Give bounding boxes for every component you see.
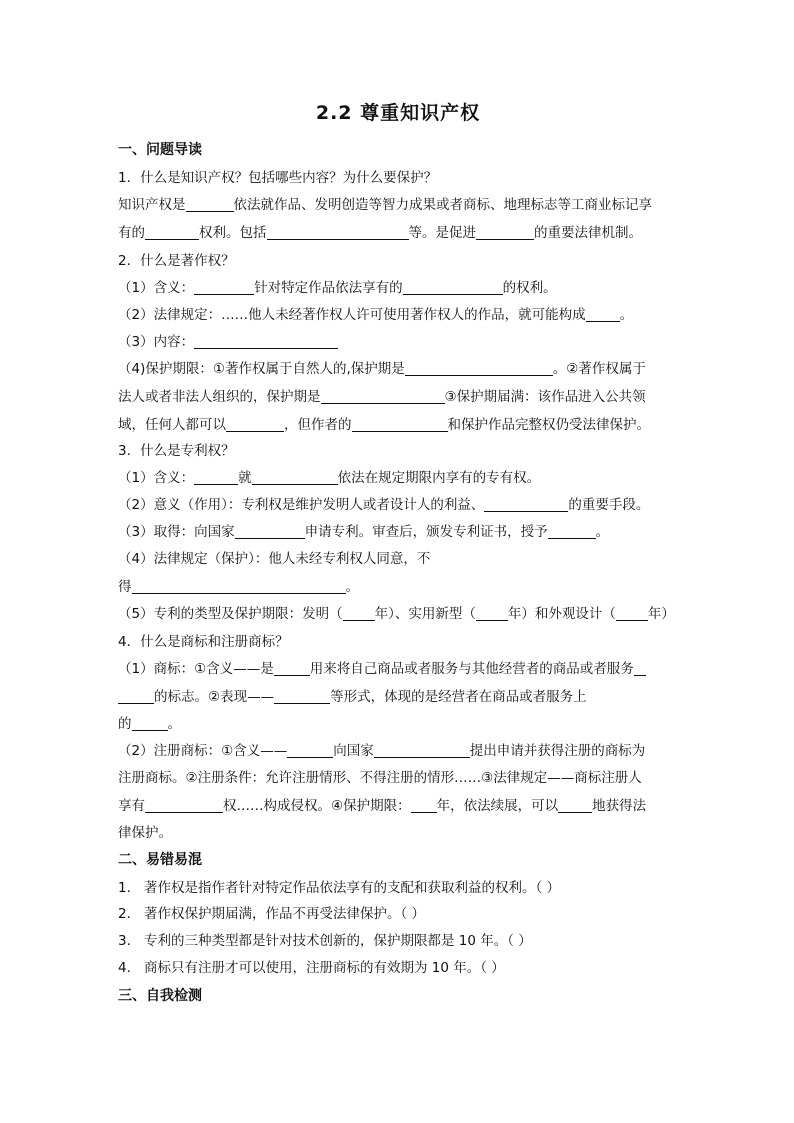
q4-line-7: 律保护。 — [118, 825, 172, 841]
q2-line-5: 法人或者非法人组织的，保护期是 ③保护期届满：该作品进入公共领 — [118, 389, 646, 405]
blank — [145, 798, 223, 813]
blank — [194, 334, 338, 349]
q2-line-2: （2）法律规定：……他人未经著作权人许可使用著作权人的作品，就可能构成 。 — [118, 307, 634, 323]
section-heading: 二、易错易混 — [118, 852, 202, 868]
q4-line-3: 的 。 — [118, 716, 181, 732]
blank — [476, 606, 508, 621]
q4-line-2: 的标志。②表现—— 等形式，体现的是经营者在商品或者服务上 — [118, 687, 587, 707]
blank — [616, 606, 648, 621]
q2-line-1: （1）含义： 针对特定作品依法享有的 的权利。 — [118, 280, 557, 296]
blank — [226, 417, 284, 432]
blank — [476, 225, 534, 240]
blank — [405, 361, 553, 376]
blank — [235, 524, 305, 539]
q4-line-6: 享有 权……构成侵权。④保护期限： 年，依法续展，可以 地获得法 — [118, 798, 647, 814]
question-2: 2．什么是著作权？ — [118, 253, 235, 269]
blank — [586, 307, 620, 322]
blank — [194, 280, 254, 295]
section-heading: 一、问题导读 — [118, 142, 202, 158]
q3-line-5: 得 。 — [118, 579, 359, 595]
blank — [132, 716, 168, 731]
blank — [145, 225, 199, 240]
q1-line-1: 知识产权是 依法就作品、发明创造等智力成果或者商标、地理标志等工商业标记享 — [118, 197, 652, 213]
q3-line-3: （3）取得：向国家 申请专利。审查后，颁发专利证书，授予 。 — [118, 524, 610, 540]
list-item: 3. 专利的三种类型都是针对技术创新的，保护期限都是 10 年。（ ） — [118, 933, 532, 949]
blank — [267, 225, 409, 240]
q4-line-5: 注册商标。②注册条件：允许注册情形、不得注册的情形……③法律规定——商标注册人 — [118, 770, 642, 786]
blank — [343, 606, 375, 621]
q2-line-3: （3）内容： — [118, 332, 338, 352]
blank — [321, 389, 445, 404]
blank — [118, 689, 154, 704]
q2-line-6: 域，任何人都可以 ，但作者的 和保护作品完整权仍受法律保护。 — [118, 417, 650, 433]
blank — [484, 497, 568, 512]
q3-line-1: （1）含义： 就 依法在规定期限内享有的专有权。 — [118, 470, 541, 486]
blank — [634, 661, 646, 676]
blank — [186, 197, 234, 212]
question-3: 3．什么是专利权？ — [118, 443, 235, 459]
blank — [558, 798, 592, 813]
blank — [548, 524, 596, 539]
q2-line-4: （4)保护期限：①著作权属于自然人的,保护期是 。②著作权属于 — [118, 361, 646, 377]
q1-line-2: 有的 权利。包括 等。是促进 的重要法律机制。 — [118, 225, 642, 241]
question-1: 1．什么是知识产权？包括哪些内容？为什么要保护？ — [118, 170, 438, 186]
q3-line-4: （4）法律规定（保护）：他人未经专利权人同意，不 — [118, 551, 431, 567]
q3-line-6: （5）专利的类型及保护期限：发明（ 年）、实用新型（ 年）和外观设计（ 年） — [118, 606, 675, 622]
question-4: 4．什么是商标和注册商标？ — [118, 634, 289, 650]
list-item: 2. 著作权保护期届满，作品不再受法律保护。（ ） — [118, 906, 426, 922]
blank — [403, 280, 503, 295]
blank — [411, 798, 437, 813]
list-item: 4. 商标只有注册才可以使用，注册商标的有效期为 10 年。（ ） — [118, 960, 505, 976]
blank — [274, 689, 330, 704]
blank — [274, 661, 310, 676]
blank — [252, 470, 338, 485]
q4-line-4: （2）注册商标：①含义—— 向国家 提出申请并获得注册的商标为 — [118, 743, 646, 759]
q3-line-2: （2）意义（作用）：专利权是维护发明人或者设计人的利益、 的重要手段。 — [118, 497, 650, 513]
q4-line-1: （1）商标：①含义——是 用来将自己商品或者服务与其他经营者的商品或者服务 — [118, 659, 646, 679]
document-title: 2.2 尊重知识产权 — [315, 102, 481, 124]
section-heading: 三、自我检测 — [118, 988, 202, 1004]
blank — [287, 743, 333, 758]
blank — [132, 579, 346, 594]
blank — [374, 743, 470, 758]
blank — [352, 417, 448, 432]
list-item: 1. 著作权是指作者针对特定作品依法享有的支配和获取利益的权利。（ ） — [118, 880, 561, 896]
blank — [194, 470, 238, 485]
